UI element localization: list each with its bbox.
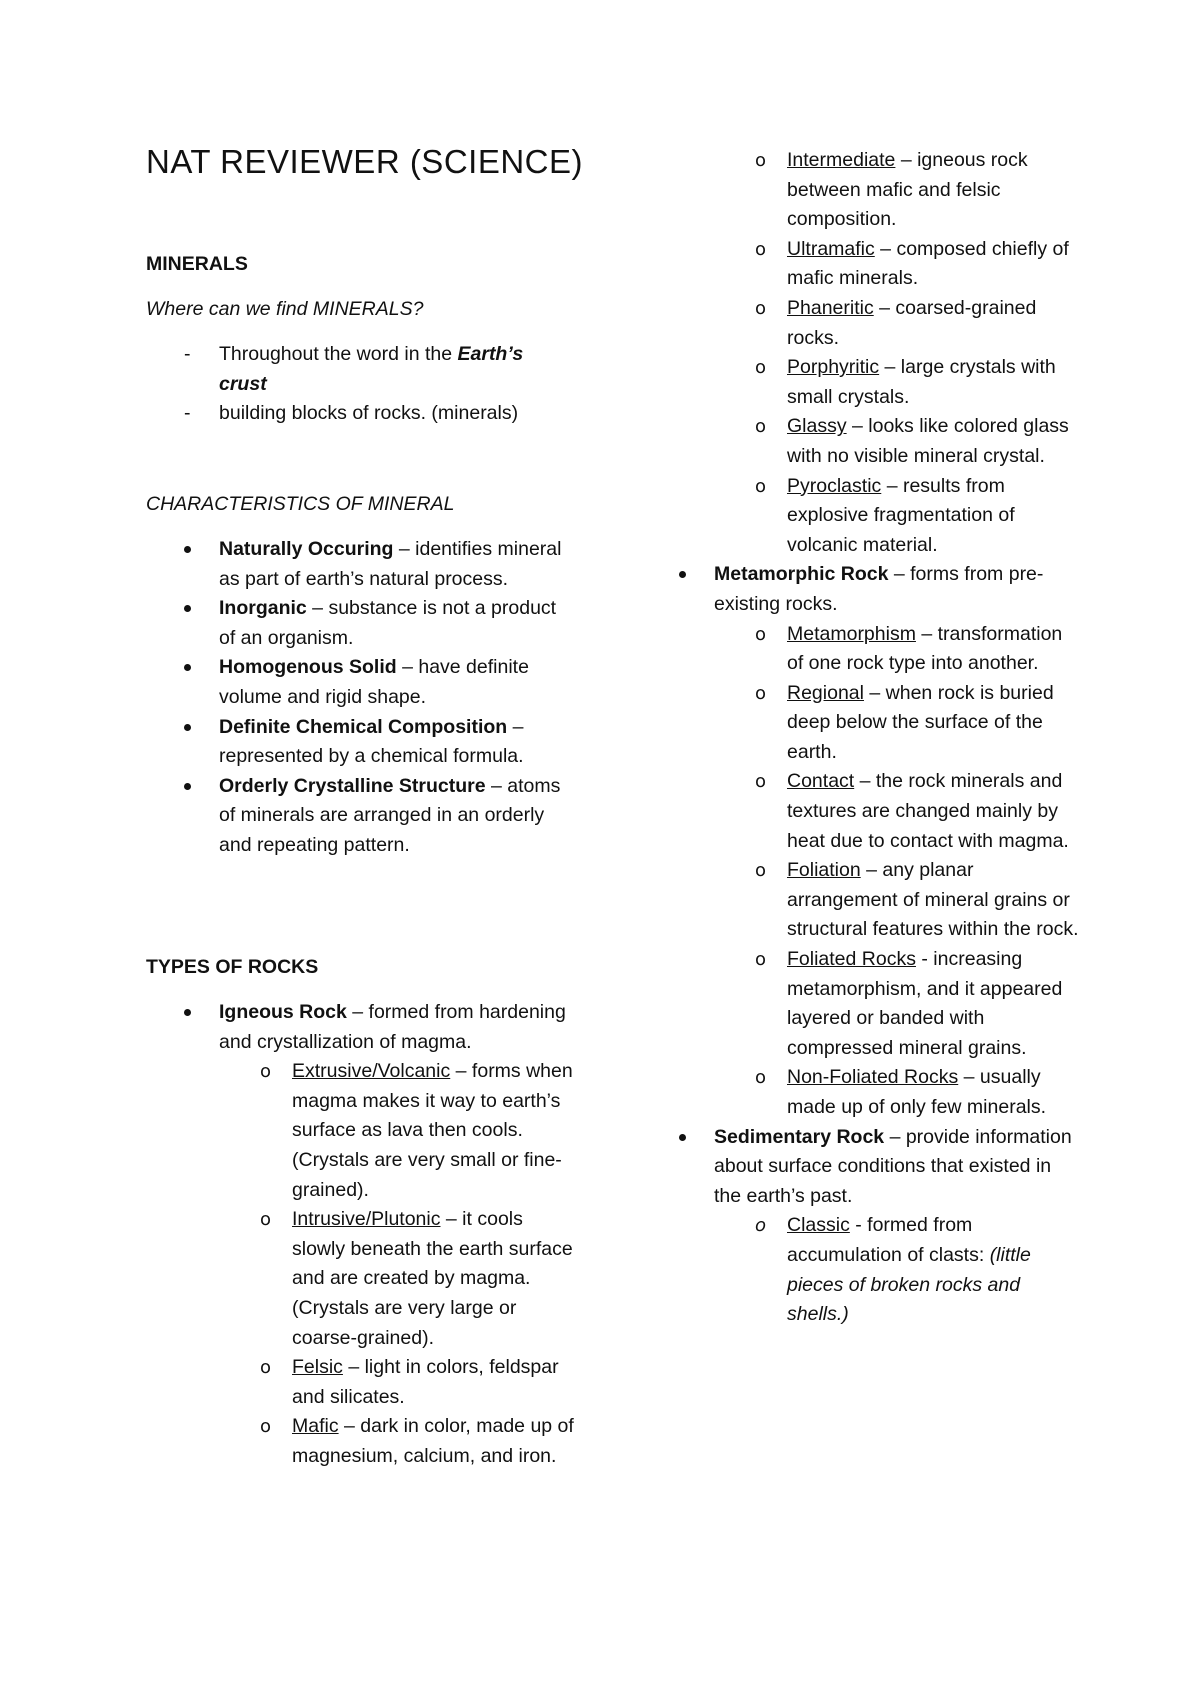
sub-desc: - increasing metamorphism, and it appeared layered or banded with compressed mineral grains. [787,948,1063,1059]
characteristic-desc: – have definite volume and rigid shape. [219,656,529,708]
list-item [146,399,576,429]
minerals-answer-list [146,340,576,429]
sub-term: Extrusive/Volcanic [292,1060,451,1083]
sub-desc: – composed chiefly of mafic minerals. [787,237,1069,290]
sub-desc: – large crystals with small crystals. [787,356,1056,408]
dash-marker: - [184,402,191,425]
characteristic-desc: – identifies mineral as part of earth’s natural process. [219,538,562,590]
bullet-marker [184,605,191,612]
characteristic-term: Inorganic [219,597,307,620]
list-item [146,594,576,653]
characteristic-desc: – substance is not a product of an organism. [219,597,557,649]
list-item [665,856,1080,945]
sub-desc: – looks like colored glass with no visible mineral crystal. [787,415,1069,467]
list-item [665,1063,1080,1122]
circle-marker: o [755,150,767,171]
document-title: NAT REVIEWER (SCIENCE) [146,143,583,180]
circle-marker: o [755,1067,767,1089]
circle-marker: o [260,1416,272,1438]
list-item [146,1353,576,1412]
rock-type-desc: – provide information about surface conditions that existed in the earth’s past. [714,1125,1072,1207]
list-item [665,1123,1080,1212]
list-item [146,1412,576,1471]
sub-term: Ultramafic [787,237,875,260]
dash-marker: - [184,343,191,365]
sub-term: Classic [787,1214,850,1237]
sub-term: Foliation [787,859,861,882]
answer-emphasis: Earth’s crust [219,343,524,395]
sub-term: Regional [787,681,864,704]
sub-desc: – transformation of one rock type into another. [787,622,1063,675]
sub-term: Glassy [787,415,847,438]
list-item [665,620,1080,679]
list-item [665,235,1080,294]
sub-desc: – any planar arrangement of mineral grains or structural features within the rock. [787,859,1079,941]
list-item [665,679,1080,768]
circle-marker: o [755,860,767,882]
rocks-heading: TYPES OF ROCKS [146,956,319,978]
characteristic-term: Orderly Crystalline Structure [219,774,486,797]
characteristics-list [146,535,576,861]
characteristic-desc: – represented by a chemical formula. [219,715,524,768]
circle-marker: o [755,357,767,379]
rock-type-desc: – forms from pre-existing rocks. [714,563,1044,615]
list-item [665,560,1080,619]
sub-term: Porphyritic [787,356,880,379]
circle-marker: o [755,475,767,497]
igneous-section [146,998,576,1472]
bullet-marker [184,783,191,790]
sub-term: Phaneritic [787,296,874,319]
list-item [146,772,576,861]
list-item [665,146,1080,235]
answer-text: building blocks of rocks. (minerals) [219,402,519,425]
list-item [665,1211,1080,1329]
rock-type-desc: – formed from hardening and crystallization of magma. [219,1001,566,1053]
bullet-marker [184,724,191,731]
minerals-question: Where can we find MINERALS? [146,298,424,320]
sub-term: Intrusive/Plutonic [292,1208,441,1231]
sub-desc: – light in colors, feldspar and silicates. [292,1356,559,1408]
sub-term: Contact [787,770,855,793]
bullet-marker [184,1009,191,1016]
sub-term: Metamorphism [787,622,916,645]
sub-desc: – coarsed-grained rocks. [787,296,1037,349]
sub-desc: – igneous rock between mafic and felsic composition. [787,149,1028,231]
sub-term: Felsic [292,1356,343,1379]
characteristic-desc: – atoms of minerals are arranged in an orderly and repeating pattern. [219,774,561,856]
bullet-marker [679,1134,686,1141]
igneous-continued-list [665,146,1080,1330]
circle-marker: o [755,238,767,260]
rock-type-term: Igneous Rock [219,1001,347,1023]
circle-marker: o [755,623,767,645]
characteristic-term: Homogenous Solid [219,656,397,679]
list-item [146,340,576,399]
sub-desc: – when rock is buried deep below the surface of the earth. [787,681,1054,763]
circle-marker: o [755,297,767,319]
sub-desc: – forms when magma makes it way to earth’s surface as lava then cools. (Crystals are very small or fine-grained). [292,1060,573,1201]
circle-marker: o [260,1209,272,1231]
bullet-marker [679,571,686,578]
list-item [146,653,576,712]
list-item [146,713,576,772]
minerals-heading: MINERALS [146,253,248,275]
sub-term: Non-Foliated Rocks [787,1066,959,1089]
circle-marker: o [755,771,767,793]
circle-marker: o [755,949,767,971]
list-item [665,767,1080,856]
bullet-marker [184,664,191,671]
list-item [146,998,576,1057]
circle-marker: o [755,416,767,438]
bullet-marker [184,546,191,553]
list-item [665,472,1080,561]
list-item [665,353,1080,412]
list-item [146,1205,576,1353]
circle-marker: o [755,1215,767,1237]
answer-text: Throughout the word in the [219,343,458,365]
sub-desc-italic: (little pieces of broken rocks and shells.) [787,1243,1031,1326]
rock-type-term: Metamorphic Rock [714,563,889,586]
circle-marker: o [755,682,767,704]
sub-desc: – usually made up of only few minerals. [787,1066,1047,1118]
sub-desc: – dark in color, made up of magnesium, calcium, and iron. [292,1415,574,1467]
list-item [665,294,1080,353]
circle-marker: o [260,1061,272,1083]
characteristic-term: Definite Chemical Composition [219,715,508,738]
list-item [665,945,1080,1063]
characteristic-term: Naturally Occuring [219,538,394,560]
rock-type-term: Sedimentary Rock [714,1125,885,1148]
list-item [146,535,576,594]
sub-desc: – results from explosive fragmentation of volcanic material. [787,474,1015,556]
characteristics-heading: CHARACTERISTICS OF MINERAL [146,493,455,515]
sub-term: Pyroclastic [787,474,882,497]
sub-term: Mafic [292,1415,339,1438]
sub-term: Intermediate [787,149,896,171]
circle-marker: o [260,1357,272,1379]
list-item [146,1057,576,1205]
sub-term: Foliated Rocks [787,948,916,971]
sub-desc: – the rock minerals and textures are changed mainly by heat due to contact with magma. [787,770,1069,852]
list-item [665,412,1080,471]
sub-desc: - formed from accumulation of clasts: [787,1214,990,1266]
sub-desc: – it cools slowly beneath the earth surface and are created by magma. (Crystals are very large or coarse-grained). [292,1208,573,1349]
